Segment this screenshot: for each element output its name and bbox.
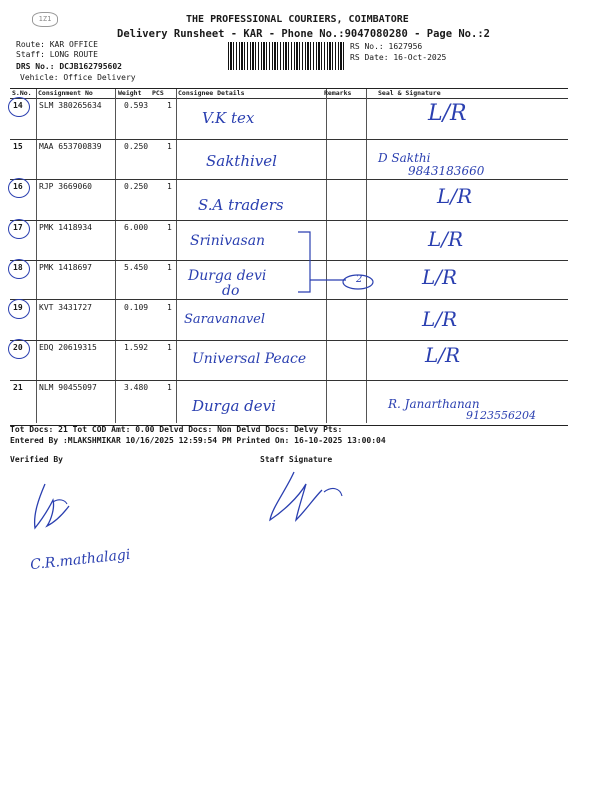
row-weight: 0.109 — [124, 303, 149, 312]
row-consignment: KVT 3431727 — [39, 303, 92, 312]
col-header-consignee: Consignee Details — [178, 89, 245, 97]
row-consignee: Durga devi — [192, 397, 276, 415]
col-header-consignment: Consignment No — [38, 89, 93, 97]
row-weight: 5.450 — [124, 263, 149, 272]
totals-line: Tot Docs: 21 Tot COD Amt: 0.00 Delvd Docs: Non Delvd Docs: Delvy Pts: — [10, 425, 343, 434]
row-consignee: V.K tex — [202, 109, 255, 127]
staff-label: Staff: LONG ROUTE — [16, 50, 98, 59]
row-seal-phone: 9843183660 — [408, 164, 485, 178]
rs-date: RS Date: 16-Oct-2025 — [350, 53, 447, 62]
row-consignee: Srinivasan — [190, 233, 266, 249]
col-header-remarks: Remarks — [324, 89, 352, 97]
row-divider — [10, 260, 568, 261]
route-label: Route: KAR OFFICE — [16, 40, 98, 49]
col-header-sno: S.No. — [12, 89, 32, 97]
row-seal: L/R — [422, 265, 458, 289]
row-consignment: NLM 90455097 — [39, 383, 97, 392]
row-sno: 16 — [13, 182, 23, 191]
row-divider — [10, 340, 568, 341]
row-pcs: 1 — [167, 263, 172, 272]
row-divider — [10, 380, 568, 381]
drs-number: DRS No.: DCJB162795602 — [16, 62, 122, 71]
row-divider — [10, 299, 568, 300]
row-seal: L/R — [428, 101, 467, 126]
row-pcs: 1 — [167, 223, 172, 232]
row-pcs: 1 — [167, 182, 172, 191]
row-pcs: 1 — [167, 383, 172, 392]
header-divider — [10, 98, 568, 99]
row-consignee: Saravanavel — [184, 312, 266, 327]
row-sno: 17 — [13, 223, 23, 232]
row-pcs: 1 — [167, 343, 172, 352]
row-weight: 0.250 — [124, 142, 149, 151]
row-weight: 3.480 — [124, 383, 149, 392]
row-sno: 20 — [13, 343, 23, 352]
row-sno: 18 — [13, 263, 23, 272]
row-seal: R. Janarthanan — [388, 397, 480, 411]
row-consignment: RJP 3669060 — [39, 182, 92, 191]
row-sno: 15 — [13, 142, 23, 151]
row-seal: L/R — [437, 184, 473, 208]
verifier-name: C.R.mathalagi — [29, 546, 132, 574]
row-seal: L/R — [428, 227, 464, 251]
rs-number: RS No.: 1627956 — [350, 42, 423, 51]
company-title: THE PROFESSIONAL COURIERS, COIMBATORE — [186, 14, 409, 25]
row-pcs: 1 — [167, 142, 172, 151]
row-consignee-ditto: do — [222, 283, 240, 299]
row-sno: 14 — [13, 101, 23, 110]
verifier-signature-icon — [25, 478, 85, 538]
row-sno: 19 — [13, 303, 23, 312]
row-remark-mark: 2 — [356, 274, 363, 285]
row-divider — [10, 139, 568, 140]
vehicle-label: Vehicle: Office Delivery — [20, 73, 136, 82]
row-consignee: Sakthivel — [206, 152, 277, 170]
staff-signature-label: Staff Signature — [260, 455, 333, 464]
entered-by-line: Entered By :MLAKSHMIKAR 10/16/2025 12:59:54 PM Printed On: 16-10-2025 13:00:04 — [10, 436, 386, 445]
row-weight: 0.250 — [124, 182, 149, 191]
staff-signature-icon — [262, 466, 352, 528]
row-weight: 0.593 — [124, 101, 149, 110]
row-weight: 6.000 — [124, 223, 149, 232]
row-seal: L/R — [422, 307, 458, 331]
row-consignee: S.A traders — [198, 196, 284, 214]
row-consignment: EDQ 20619315 — [39, 343, 97, 352]
row-divider — [10, 220, 568, 221]
row-seal: L/R — [425, 343, 461, 367]
row-consignment: PMK 1418697 — [39, 263, 92, 272]
row-seal: D Sakthi — [378, 151, 431, 165]
row-consignment: SLM 380265634 — [39, 101, 102, 110]
row-sno: 21 — [13, 383, 23, 392]
col-header-weight: Weight — [118, 89, 142, 97]
row-divider — [10, 179, 568, 180]
row-consignment: PMK 1418934 — [39, 223, 92, 232]
row-pcs: 1 — [167, 101, 172, 110]
col-header-pcs: PCS — [152, 89, 164, 97]
verified-by-label: Verified By — [10, 455, 63, 464]
row-weight: 1.592 — [124, 343, 149, 352]
row-consignment: MAA 653700839 — [39, 142, 102, 151]
barcode-image — [228, 42, 346, 70]
bracket-annotation-icon — [290, 228, 380, 298]
row-pcs: 1 — [167, 303, 172, 312]
runsheet-subtitle: Delivery Runsheet - KAR - Phone No.:9047080280 - Page No.:2 — [117, 28, 490, 40]
row-consignee: Durga devi — [188, 268, 267, 284]
row-seal-phone: 9123556204 — [466, 409, 536, 422]
col-header-seal: Seal & Signature — [378, 89, 441, 97]
corner-mark: 1Z1 — [32, 12, 58, 27]
row-consignee: Universal Peace — [192, 351, 307, 367]
